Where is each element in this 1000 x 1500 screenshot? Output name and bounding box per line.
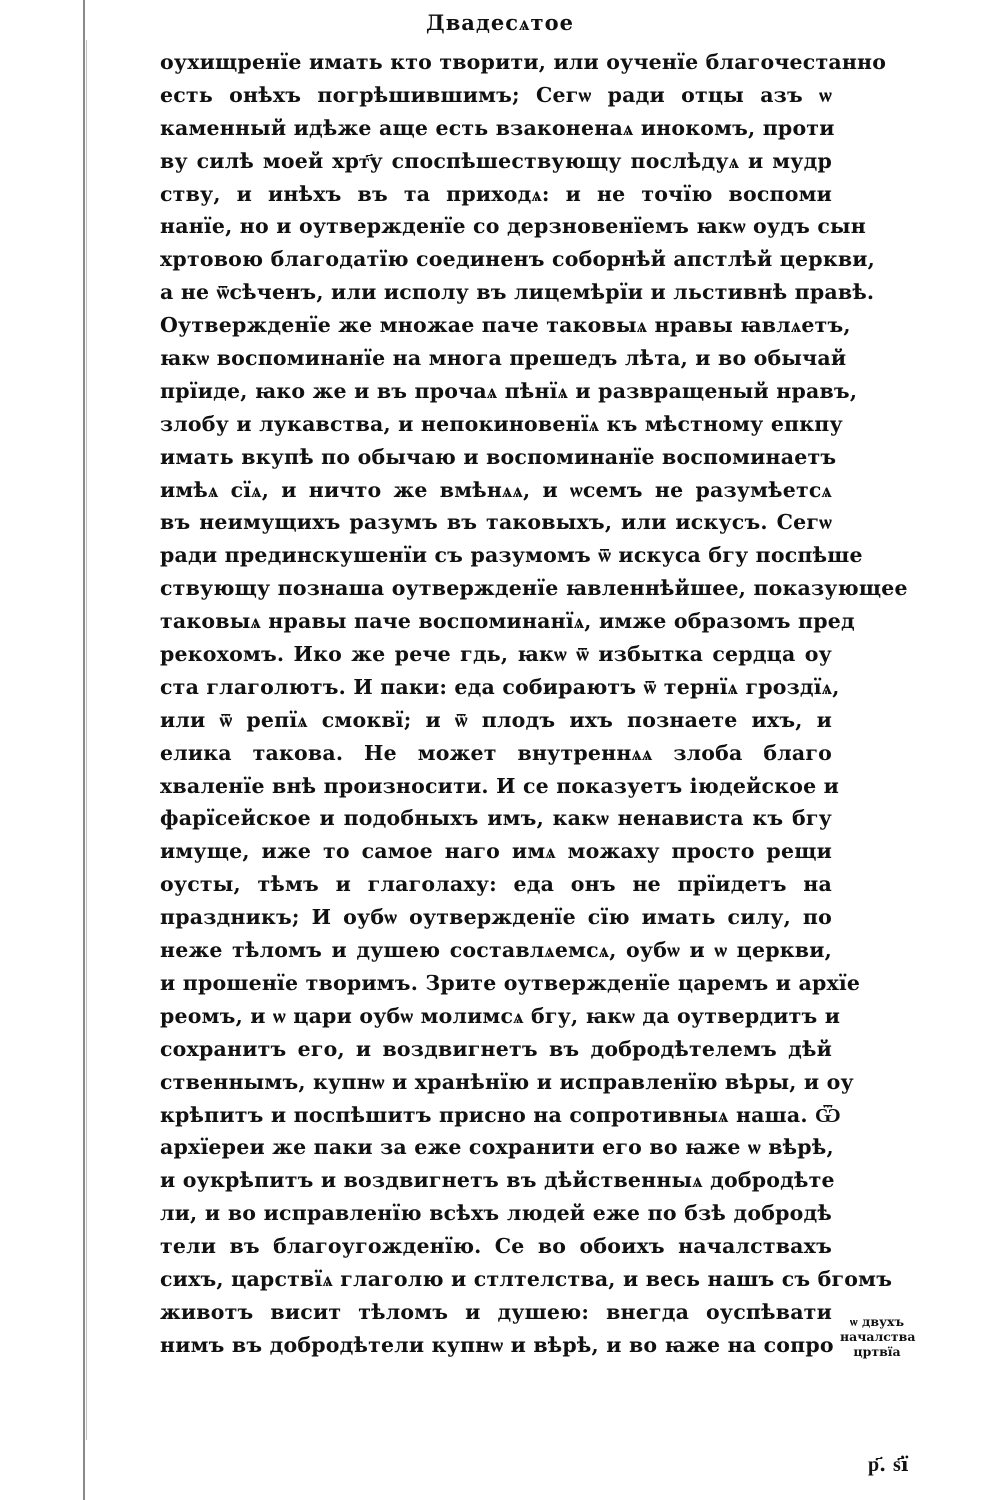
text-line: реомъ, и ѡ цари оубѡ молимсѧ бгу, ꙗкѡ да оутвердитъ и xyxy=(160,1003,841,1028)
text-line: оухищренїе имать кто творити, или оученїе благочестанно xyxy=(160,50,887,74)
text-line: крѣпитъ и поспѣшитъ присно на сопротивныѧ наша. Ѿ xyxy=(160,1102,841,1127)
text-line: хртовою благодатїю соединенъ соборнѣй апстлѣй церкви, xyxy=(160,247,876,272)
binding-edge-shadow xyxy=(86,40,87,1440)
text-line: нанїе, но и оутвержденїе со дерзновенїемъ ꙗкѡ оудъ сын xyxy=(160,214,867,239)
text-line: ственнымъ, купнѡ и хранѣнїю и исправленїю вѣры, и оу xyxy=(160,1069,854,1094)
marginal-note-line: ѡ двухъ xyxy=(849,1314,905,1329)
text-line: каменный идѣже аще есть взаконенаѧ инокомъ, проти xyxy=(160,115,835,140)
running-title: Двадесѧтое xyxy=(426,10,574,35)
text-line: ву силѣ моей хрт҃у споспѣшествующу послѣдуѧ и мудр xyxy=(160,148,832,173)
text-line: праздникъ; И оубѡ оутвержденїе сїю имать силу, по xyxy=(160,905,832,930)
text-line: фарїсейское и подобныхъ имъ, какѡ ненависта къ бгу xyxy=(160,806,832,831)
text-line: а не ѿсѣченъ, или исполу въ лицемѣрїи и льстивнѣ правѣ. xyxy=(160,280,875,305)
text-line: въ неимущихъ разумъ въ таковыхъ, или искусъ. Сегѡ xyxy=(160,510,832,535)
text-line: неже тѣломъ и душею составлѧемсѧ, оубѡ и ѡ церкви, xyxy=(160,938,832,963)
text-line: елика такова. Не может внутреннѧѧ злоба благо xyxy=(160,740,832,765)
text-line: оусты, тѣмъ и глаголаху: еда онъ не прїидетъ на xyxy=(160,872,832,897)
text-line: сохранитъ его, и воздвигнетъ въ добродѣтелемъ дѣй xyxy=(160,1036,832,1061)
text-line: таковыѧ нравы паче воспоминанїѧ, имже образомъ пред xyxy=(160,609,855,634)
marginal-note-line: цртвїа xyxy=(853,1344,901,1359)
text-line: имуще, иже то самое наго имѧ можаху просто рещи xyxy=(160,839,832,864)
text-line: хваленїе внѣ произносити. И се показуетъ іюдейское и xyxy=(160,773,840,798)
text-line: сихъ, царствїѧ глаголю и стлтелства, и весь нашъ съ бгомъ xyxy=(160,1266,893,1291)
text-line: или ѿ репїѧ смоквї; и ѿ плодъ ихъ познаете ихъ, и xyxy=(160,707,832,732)
folio-number: р҃. ѕ҃ї xyxy=(868,1452,909,1476)
text-line: прїиде, ꙗко же и въ прочаѧ пѣнїѧ и развращеный нравъ, xyxy=(160,378,858,403)
text-line: есть онѣхъ погрѣшившимъ; Сегѡ ради отцы азъ ѡ xyxy=(160,82,832,107)
text-line: ꙗкѡ воспоминанїе на многа прешедъ лѣта, и во обычай xyxy=(160,346,847,371)
marginal-note-line: началства xyxy=(840,1329,916,1344)
text-line: Оутвержденїе же множае паче таковыѧ нравы ꙗвлѧетъ, xyxy=(160,313,851,338)
text-line: ствующу познаша оутвержденїе ꙗвленнѣйшее, показующее xyxy=(160,576,908,601)
text-line: злобу и лукавства, и непокиновенїѧ къ мѣстному епкпу xyxy=(160,411,843,436)
text-line: ли, и во исправленїю всѣхъ людей еже по бзѣ добродѣ xyxy=(160,1201,832,1226)
text-line: имѣѧ сїѧ, и ничто же вмѣнѧѧ, и ѡсемъ не разумѣетсѧ xyxy=(160,477,832,502)
text-line: имать вкупѣ по обычаю и воспоминанїе воспоминаетъ xyxy=(160,444,837,469)
binding-edge-line xyxy=(83,0,85,1500)
text-line: и прошенїе творимъ. Зрите оутвержденїе царемъ и архїе xyxy=(160,970,861,995)
marginal-note xyxy=(840,1314,914,1359)
text-line: животъ висит тѣломъ и душею: внегда оуспѣвати xyxy=(160,1299,832,1324)
text-line: ста глаголютъ. И паки: еда собираютъ ѿ тернїѧ гроздїѧ, xyxy=(160,674,840,699)
text-line: и оукрѣпитъ и воздвигнетъ въ дѣйственныѧ добродѣте xyxy=(160,1168,835,1193)
text-line: архїереи же паки за еже сохранити его во ꙗже ѡ вѣрѣ, xyxy=(160,1135,834,1160)
text-line: рекохомъ. Ико же рече гдь, ꙗкѡ ѿ избытка сердца оу xyxy=(160,642,832,667)
text-line: ради прединскушенїи съ разумомъ ѿ искуса бгу поспѣше xyxy=(160,543,863,568)
text-line: тели въ благоугожденїю. Се во обоихъ началствахъ xyxy=(160,1234,832,1259)
text-line: нимъ въ добродѣтели купнѡ и вѣрѣ, и во ꙗже на сопро xyxy=(160,1332,834,1357)
text-line: ству, и инѣхъ въ та приходѧ: и не точїю воспоми xyxy=(160,181,832,206)
